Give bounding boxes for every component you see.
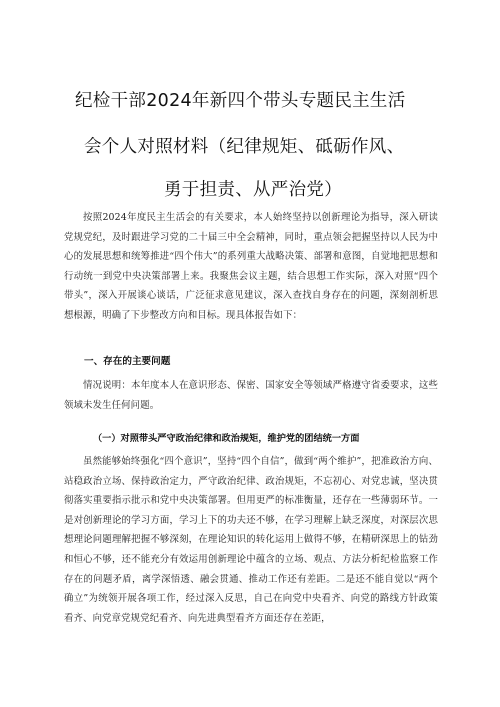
section-heading: 一、存在的主要问题: [84, 356, 171, 367]
document-title-line-1: 纪检干部2024年新四个带头专题民主生活: [75, 91, 406, 111]
situation-note-paragraph: 情况说明：本年度本人在意识形态、保密、国家安全等领域严格遵守省委要求，这些领域未发生任何问题。: [64, 380, 438, 411]
document-title-line-2: 会个人对照材料（纪律规矩、砥砺作风、: [84, 137, 405, 157]
subsection-heading: （一）对照带头严守政治纪律和政治规矩，维护党的团结统一方面: [93, 433, 360, 444]
intro-paragraph: 按照2024年度民主生活会的有关要求，本人始终坚持以创新理论为指导，深入研读党规党纪，及时跟进学习党的二十届三中全会精神，同时，重点领会把握坚持以人民为中心的发展思想和统筹推进“四个伟大”的系列重大战略决策、部署和意图，自觉地把思想和行动统一到党中央决策部署上来。我聚焦会议主题，结合思想工作实际，深入对照“四个带头”，深入开展谈心谈话，广泛征求意见建议，深入查找自身存在的问题，深刻剖析思想根源，明确了下步整改方向和目标。现具体报告如下：: [64, 212, 438, 321]
document-title-line-3: 勇于担责、从严治党）: [164, 180, 342, 200]
subsection-paragraph: 虽然能够始终强化“四个意识”，坚持“四个自信”，做到“两个维护”，把准政治方向、站稳政治立场、保持政治定力，严守政治纪律、政治规矩，不忘初心、对党忠诚，坚决贯彻落实重要指示批示和党中央决策部署。但用更严的标准衡量，还存在一些薄弱环节。一是对创新理论的学习方面，学习上下的功夫还不够，在学习理解上缺乏深度，对深层次思想理论问题理解把握不够深刻，在理论知识的转化运用上做得不够，在精研深思上的钻劲和恒心不够，还不能充分有效运用创新理论中蕴含的立场、观点、方法分析纪检监察工作存在的问题矛盾，离学深悟透、融会贯通、推动工作还有差距。二是还不能自觉以“两个确立”为统领开展各项工作，经过深入反思，自己在向党中央看齐、向党的路线方针政策看齐、向党章党规党纪看齐、向先进典型看齐方面还存在差距，: [64, 456, 438, 624]
